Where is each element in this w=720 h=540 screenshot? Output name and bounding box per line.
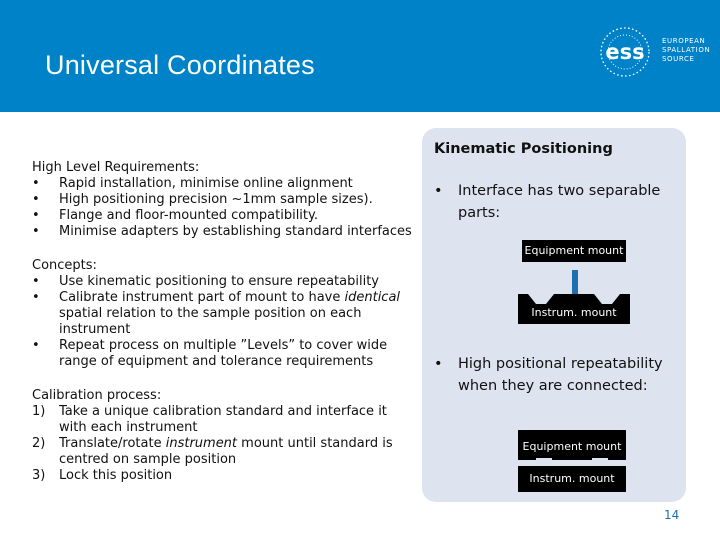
concept-text: Calibrate instrument part of mount to have xyxy=(59,290,345,305)
step-text: Take a unique calibration standard and interface it with each instrument xyxy=(59,404,387,435)
step-text: Lock this position xyxy=(59,468,173,483)
equipment-mount-label: Equipment mount xyxy=(522,440,622,453)
requirement-text: High positioning precision ~1mm sample sizes). xyxy=(59,192,373,207)
calibration-step xyxy=(32,468,412,484)
requirement-item xyxy=(32,208,412,224)
logo-line: SPALLATION xyxy=(662,46,711,54)
logo-mark-text: ess xyxy=(605,40,645,64)
bullet-mark: • xyxy=(32,290,40,305)
concept-text: Repeat process on multiple ”Levels” to cover wide range of equipment and tolerance requirements xyxy=(59,338,388,369)
panel-bullet-text: High positional repeatability when they are connected: xyxy=(458,356,663,394)
concept-text: Use kinematic positioning to ensure repeatability xyxy=(59,274,379,289)
concept-text: spatial relation to the sample position on each instrument xyxy=(59,306,362,337)
requirement-item xyxy=(32,224,412,240)
equipment-mount-block: Equipment mount xyxy=(522,240,626,262)
kinematic-panel xyxy=(422,128,686,502)
step-text: Translate/rotate xyxy=(59,436,166,451)
logo-text xyxy=(662,37,710,64)
instrum-mount-label: Instrum. mount xyxy=(531,306,617,319)
calibration-step xyxy=(32,436,412,468)
header-bar xyxy=(0,0,720,112)
requirements-section xyxy=(32,160,412,240)
bullet-mark: • xyxy=(32,274,40,289)
concept-item xyxy=(32,290,412,338)
logo-line: EUROPEAN xyxy=(662,37,706,45)
ess-logo-mark xyxy=(592,22,658,82)
requirement-item xyxy=(32,192,412,208)
bullet-mark: • xyxy=(32,208,40,223)
bullet-mark: • xyxy=(32,176,40,191)
logo-line: SOURCE xyxy=(662,55,695,63)
slide-title: Universal Coordinates xyxy=(45,50,315,80)
bullet-mark: • xyxy=(434,183,443,199)
equipment-mount-pin xyxy=(572,270,578,295)
step-number: 3) xyxy=(32,468,46,483)
requirements-heading: High Level Requirements: xyxy=(32,160,200,175)
bullet-mark: • xyxy=(32,192,40,207)
ess-logo xyxy=(592,22,714,82)
concept-emphasis: identical xyxy=(344,290,401,305)
bullet-mark: • xyxy=(32,224,40,239)
bullet-mark: • xyxy=(434,356,443,372)
concept-item xyxy=(32,338,412,370)
panel-bullet xyxy=(434,180,679,224)
step-emphasis: instrument xyxy=(165,436,238,451)
page-number: 14 xyxy=(664,508,680,522)
step-number: 1) xyxy=(32,404,46,419)
requirement-text: Rapid installation, minimise online alignment xyxy=(59,176,353,191)
left-text-column xyxy=(32,160,412,502)
calibration-heading: Calibration process: xyxy=(32,388,162,403)
calibration-section xyxy=(32,388,412,484)
panel-bullet xyxy=(434,353,679,397)
concepts-section xyxy=(32,258,412,370)
instrum-mount-label: Instrum. mount xyxy=(529,472,615,485)
calibration-step xyxy=(32,404,412,436)
requirement-text: Minimise adapters by establishing standard interfaces xyxy=(59,224,412,239)
concept-item xyxy=(32,274,412,290)
panel-bullet-text: Interface has two separable parts: xyxy=(458,183,661,221)
requirement-item xyxy=(32,176,412,192)
step-text: mount until standard is centred on sample position xyxy=(59,436,393,467)
step-number: 2) xyxy=(32,436,46,451)
concepts-heading: Concepts: xyxy=(32,258,97,273)
bullet-mark: • xyxy=(32,338,40,353)
requirement-text: Flange and floor-mounted compatibility. xyxy=(59,208,318,223)
panel-title: Kinematic Positioning xyxy=(434,141,613,157)
